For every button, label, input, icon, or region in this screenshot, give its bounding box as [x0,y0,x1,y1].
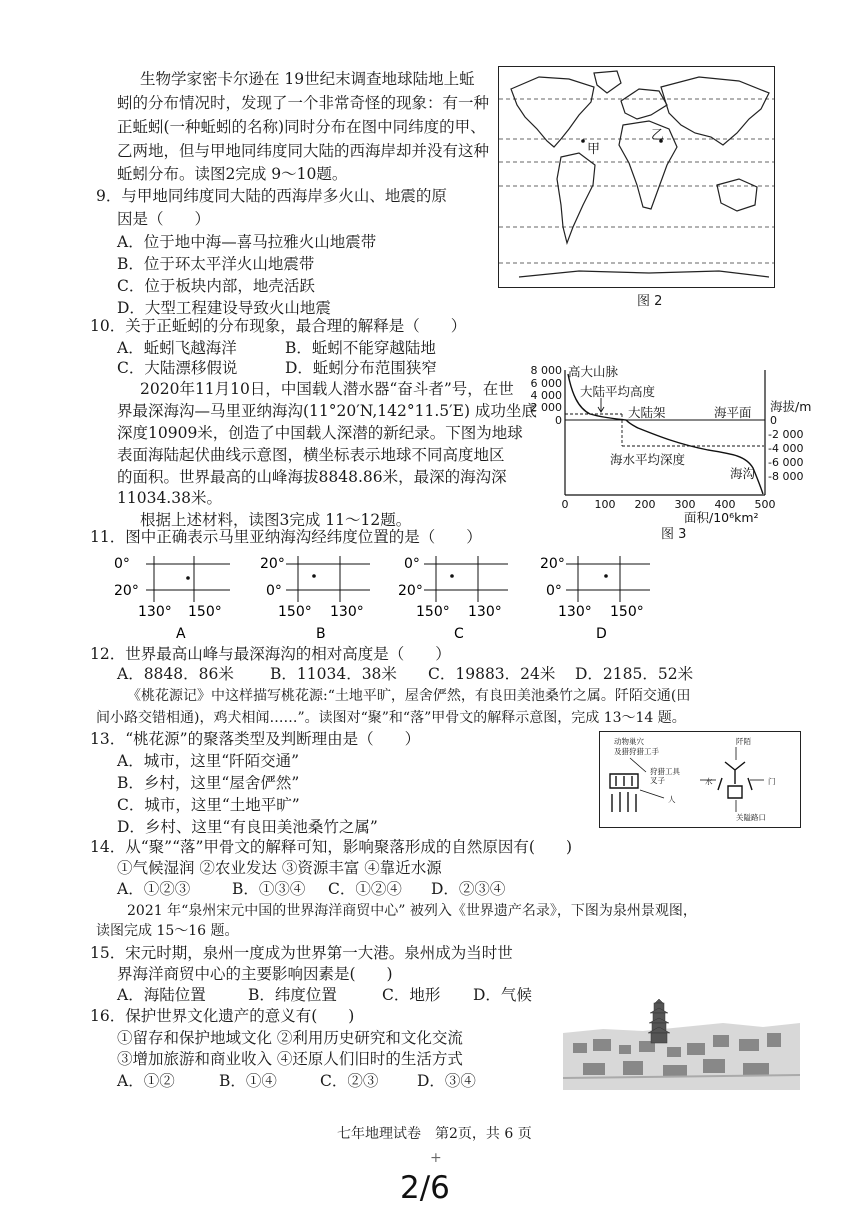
q11-stem: 11．图中正确表示马里亚纳海沟经纬度位置的是（ ） [90,528,482,546]
quanzhou-landscape-image [563,993,800,1090]
label-door: 门 [768,777,776,786]
grid-label: 0° [114,556,130,572]
y-tick-right: 0 [770,414,777,427]
label-water: 水 [705,777,713,786]
q15-option-c[interactable]: C．地形 [382,986,441,1004]
q9-option-c[interactable]: C．位于板块内部，地壳活跃 [117,277,315,295]
y-tick-left: 4 000 [530,389,562,402]
q14-option-d[interactable]: D．②③④ [431,880,506,898]
x-tick: 100 [594,498,616,511]
grid-label: 130° [558,604,592,620]
q11-option-d[interactable] [532,552,662,642]
intro-line: 蚯蚓分布。读图2完成 9～10题。 [117,165,348,183]
grid-label: 150° [278,604,312,620]
intro-line: 乙两地，但与甲地同纬度同大陆的西海岸却并没有这种 [117,142,490,160]
label-area: 面积/10⁶km² [684,510,759,525]
y-tick-right: -8 000 [768,470,804,483]
grid-label: 0° [404,556,420,572]
q16-items: ①留存和保护地域文化 ②利用历史研究和文化交流 [117,1029,463,1047]
q15-stem: 15．宋元时期，泉州一度成为世界第一大港。泉州成为当时世 [90,944,513,962]
intro-line: 读图完成 15～16 题。 [96,923,239,939]
q13-stem: 13．“桃花源”的聚落类型及判断理由是（ ） [90,730,421,748]
label-shelf: 大陆架 [628,405,666,420]
q11-option-a[interactable] [112,552,242,642]
intro-line: 正蚯蚓(一种蚯蚓的名称)同时分布在图中同纬度的甲、 [117,118,486,136]
y-tick-left: 2 000 [530,401,562,414]
label-yi: 乙 [651,128,665,143]
y-tick-right: -4 000 [768,442,804,455]
y-tick-right: -6 000 [768,456,804,469]
grid-label: 150° [416,604,450,620]
intro-line: 的面积。世界最高的山峰海拔8848.86米，最深的海沟深 [117,468,507,486]
intro-line: 生物学家密卡尔逊在 19世纪末调查地球陆地上蚯 [140,70,475,88]
label-mountain: 高大山脉 [568,364,619,379]
grid-letter: A [176,626,186,642]
intro-line: 根据上述材料，读图3完成 11～12题。 [140,511,412,529]
y-tick-left: 6 000 [530,377,562,390]
grid-label: 20° [114,583,139,599]
q9-stem: 9．与甲地同纬度同大陆的西海岸多火山、地震的原 [96,187,447,205]
grid-letter: B [316,626,326,642]
q10-option-d[interactable]: D．蚯蚓分布范围狭窄 [285,359,437,377]
q9-option-a[interactable]: A．位于地中海—喜马拉雅火山地震带 [117,233,377,251]
figure-3-caption: 图 3 [661,527,687,542]
q9-stem: 因是（ ） [117,210,211,228]
world-map [499,67,774,287]
q10-option-c[interactable]: C．大陆漂移假说 [117,359,238,377]
x-tick: 500 [754,498,776,511]
q12-option-b[interactable]: B．11034．38米 [270,665,397,683]
q12-option-c[interactable]: C．19883．24米 [428,665,556,683]
q16-option-c[interactable]: C．②③ [320,1072,379,1090]
figure-3 [518,360,828,540]
grid-label: 130° [330,604,364,620]
q10-option-b[interactable]: B．蚯蚓不能穿越陆地 [285,339,436,357]
intro-line: 表面海陆起伏曲线示意图，横坐标表示地球不同高度地区 [117,446,505,464]
x-tick: 200 [634,498,656,511]
q12-option-a[interactable]: A．8848．86米 [117,665,234,683]
q9-option-d[interactable]: D．大型工程建设导致火山地震 [117,299,331,317]
oracle-figure [599,731,801,828]
q15-stem: 界海洋商贸中心的主要影响因素是( ) [117,965,393,983]
intro-line: 《桃花源记》中这样描写桃花源:“土地平旷，屋舍俨然，有良田美池桑竹之属。阡陌交通(田 [127,688,691,704]
intro-line: 深度10909米，创造了中国载人深潜的新纪录。下图为地球 [117,424,523,442]
y-tick-left: 8 000 [530,364,562,377]
q13-option-a[interactable]: A．城市，这里“阡陌交通” [117,752,300,770]
q13-option-d[interactable]: D．乡村、这里“有良田美池桑竹之属” [117,818,378,836]
q16-option-a[interactable]: A．①② [117,1072,175,1090]
label-avg-height: 大陆平均高度 [580,384,656,399]
x-tick: 0 [561,498,569,511]
y-tick-left: 0 [555,414,562,427]
label-person: 人 [668,795,676,804]
q14-stem: 14．从“聚”“落”甲骨文的解释可知，影响聚落形成的自然原因有( ) [90,838,573,856]
grid-label: 0° [266,583,282,599]
page-number: 2/6 [400,1170,450,1206]
grid-label: 150° [188,604,222,620]
q16-option-b[interactable]: B．①④ [219,1072,277,1090]
q9-option-b[interactable]: B．位于环太平洋火山地震带 [117,255,315,273]
label-avg-depth: 海水平均深度 [610,452,686,467]
q14-items: ①气候湿润 ②农业发达 ③资源丰富 ④靠近水源 [117,859,442,877]
grid-label: 20° [398,583,423,599]
q16-stem: 16．保护世界文化遗产的意义有( ) [90,1007,355,1025]
figure-2-caption: 图 2 [637,294,663,309]
grid-label: 130° [468,604,502,620]
label-animal: 动物巢穴 [614,737,644,746]
label-trench: 海沟 [730,466,756,481]
x-tick: 400 [714,498,736,511]
grid-letter: D [596,626,607,642]
label-sea-level: 海平面 [714,405,752,420]
q10-option-a[interactable]: A．蚯蚓飞越海洋 [117,339,237,357]
q13-option-b[interactable]: B．乡村，这里“屋舍俨然” [117,774,300,792]
grid-label: 20° [260,556,285,572]
q12-stem: 12．世界最高山峰与最深海沟的相对高度是（ ） [90,645,451,663]
intro-line: 间小路交错相通)，鸡犬相闻……”。读图对“聚”和“落”甲骨文的解释示意图，完成 13～14 题。 [96,710,686,726]
q15-option-a[interactable]: A．海陆位置 [117,986,206,1004]
q15-option-b[interactable]: B．纬度位置 [248,986,337,1004]
x-tick: 300 [674,498,696,511]
grid-label: 150° [610,604,644,620]
q15-option-d[interactable]: D．气候 [473,986,532,1004]
intro-line: 蚓的分布情况时，发现了一个非常奇怪的现象：有一种 [117,94,490,112]
intro-line: 11034.38米。 [117,489,222,507]
intro-line: 2020年11月10日，中国载人潜水器“奋斗者”号，在世 [140,380,514,398]
label-tool: 狩猎工具 [650,767,680,776]
q14-option-b[interactable]: B．①③④ [232,880,306,898]
grid-label: 0° [546,583,562,599]
q16-option-d[interactable]: D．③④ [417,1072,476,1090]
q14-option-c[interactable]: C．①②④ [328,880,402,898]
q14-option-a[interactable]: A．①②③ [117,880,191,898]
page-footer: 七年地理试卷 第2页，共 6 页 [337,1126,532,1142]
footer-mark: + [430,1150,442,1166]
grid-letter: C [454,626,464,642]
label-exit: 关隘路口 [736,813,766,822]
q10-stem: 10．关于正蚯蚓的分布现象，最合理的解释是（ ） [90,317,467,335]
label-jia: 甲 [587,142,601,157]
q16-items: ③增加旅游和商业收入 ④还原人们旧时的生活方式 [117,1050,463,1068]
q11-option-c[interactable] [390,552,520,642]
q12-option-d[interactable]: D．2185．52米 [575,665,694,683]
intro-line: 界最深海沟—马里亚纳海沟(11°20′N,142°11.5′E) 成功坐底 [117,402,537,420]
label-tool2: 叉子 [650,776,665,785]
grid-label: 20° [540,556,565,572]
grid-label: 130° [138,604,172,620]
intro-line: 2021 年“泉州宋元中国的世界海洋商贸中心” 被列入《世界遗产名录》，下图为泉州景观图， [127,903,697,919]
y-tick-right: -2 000 [768,428,804,441]
figure-2 [498,66,775,288]
label-animal2: 及猎狩猎工手 [614,747,659,756]
q13-option-c[interactable]: C．城市，这里“土地平旷” [117,796,300,814]
label-altitude: 海拔/m [770,399,812,414]
q11-option-b[interactable] [252,552,382,642]
label-path: 阡陌 [736,737,751,746]
hypsometric-chart [518,360,828,540]
